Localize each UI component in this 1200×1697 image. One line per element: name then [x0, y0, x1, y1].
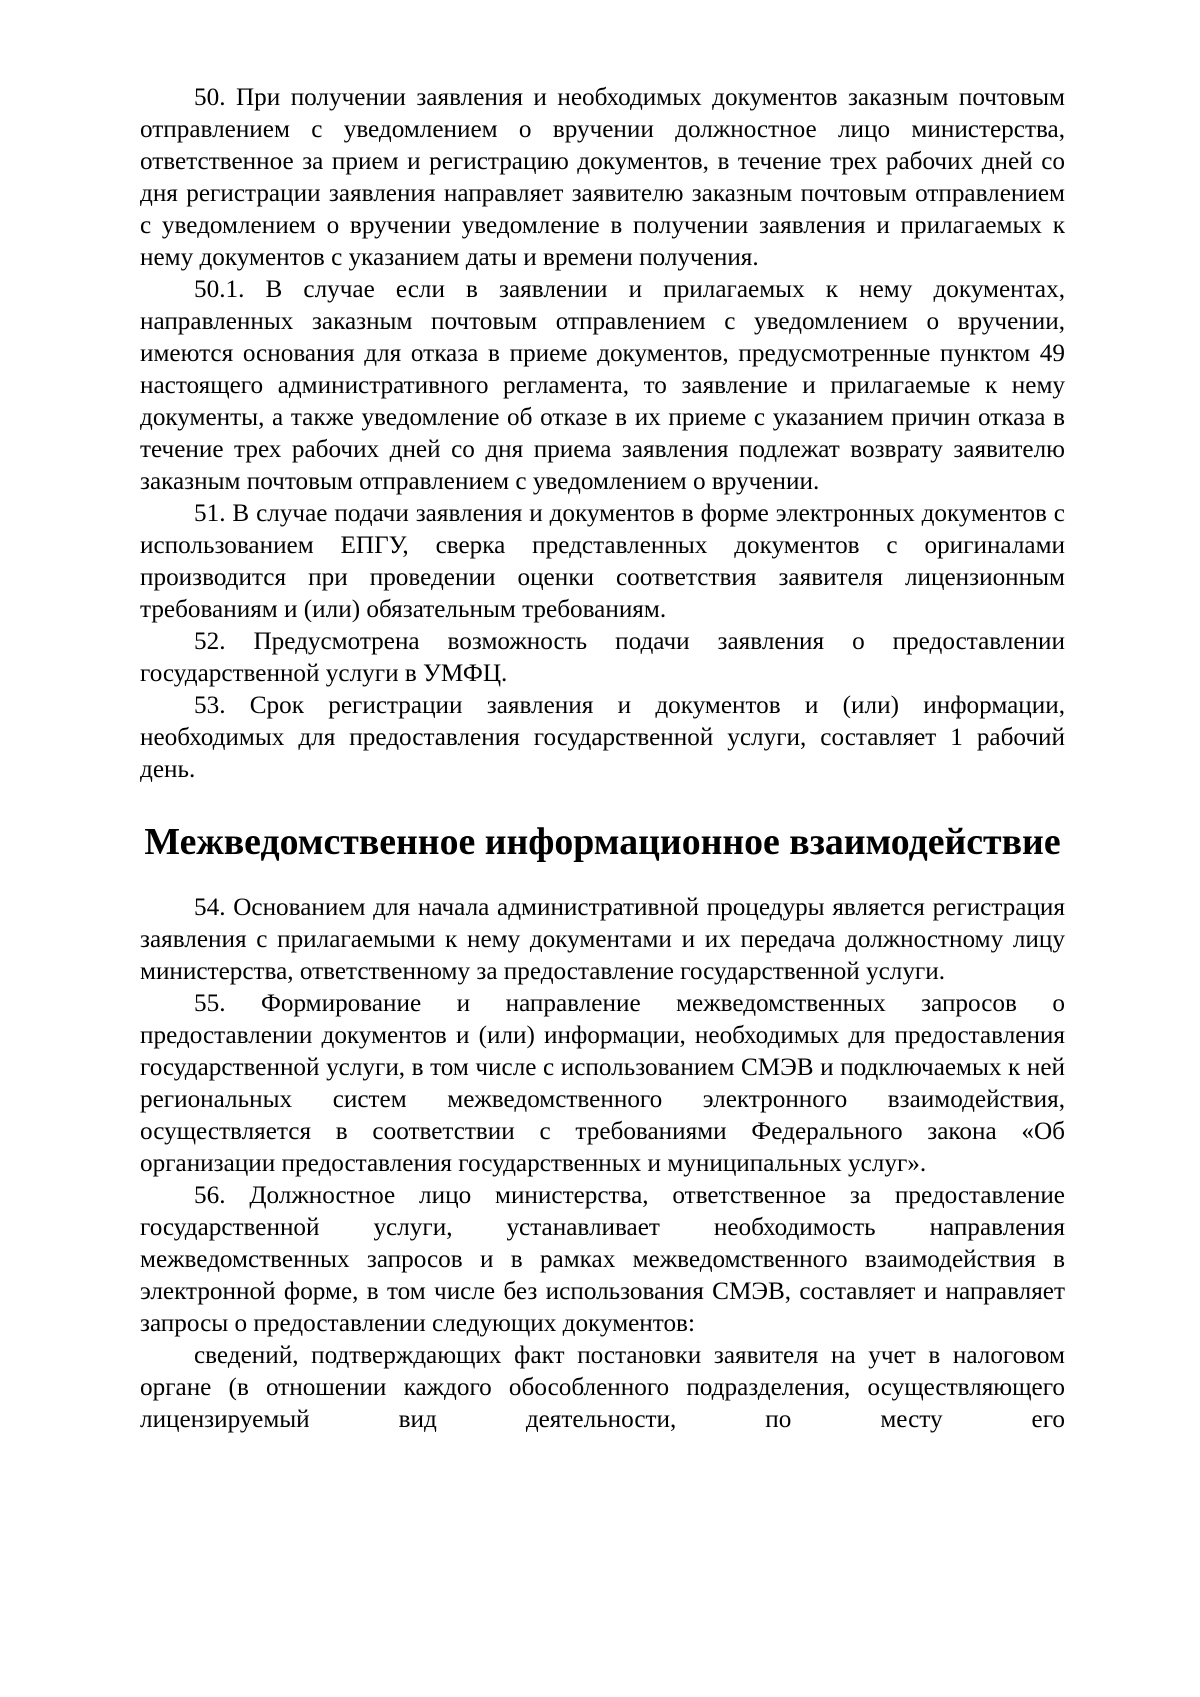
- paragraph-50: 50. При получении заявления и необходимых документов заказным почтовым отправлением с уведомлением о вручении должностное лицо министерства, ответственное за прием и регистрацию документов, в течение трех рабочих дней со дня регистрации заявления направляет заявителю заказным почтовым отправлением с уведомлением о вручении уведомление в получении заявления и прилагаемых к нему документов с указанием даты и времени получения.: [140, 84, 1065, 271]
- paragraph-55: 55. Формирование и направление межведомственных запросов о предоставлении документов и (или) информации, необходимых для предоставления государственной услуги, в том числе с использованием СМЭВ и подключаемых к ней региональных систем межведомственного электронного взаимодействия, осуществляется в соответствии с требованиями Федерального закона «Об организации предоставления государственных и муниципальных услуг».: [140, 990, 1065, 1177]
- paragraph-51: 51. В случае подачи заявления и документов в форме электронных документов с использованием ЕПГУ, сверка представленных документов с оригиналами производится при проведении оценки соответствия заявителя лицензионным требованиям и (или) обязательным требованиям.: [140, 500, 1065, 623]
- section-heading: Межведомственное информационное взаимодействие: [144, 821, 1061, 863]
- paragraph-54: 54. Основанием для начала административной процедуры является регистрация заявления с прилагаемыми к нему документами и их передача должностному лицу министерства, ответственному за предоставление государственной услуги.: [140, 894, 1065, 985]
- document-page: [140, 82, 1065, 1436]
- paragraph-50-1: 50.1. В случае если в заявлении и прилагаемых к нему документах, направленных заказным почтовым отправлением с уведомлением о вручении, имеются основания для отказа в приеме документов, предусмотренные пунктом 49 настоящего административного регламента, то заявление и прилагаемые к нему документы, а также уведомление об отказе в их приеме с указанием причин отказа в течение трех рабочих дней со дня приема заявления подлежат возврату заявителю заказным почтовым отправлением с уведомлением о вручении.: [140, 276, 1065, 495]
- paragraph-56: 56. Должностное лицо министерства, ответственное за предоставление государственной услуги, устанавливает необходимость направления межведомственных запросов и в рамках межведомственного взаимодействия в электронной форме, в том числе без использования СМЭВ, составляет и направляет запросы о предоставлении следующих документов:: [140, 1182, 1065, 1337]
- paragraph-53: 53. Срок регистрации заявления и документов и (или) информации, необходимых для предоставления государственной услуги, составляет 1 рабочий день.: [140, 692, 1065, 783]
- paragraph-list-item-1: сведений, подтверждающих факт постановки заявителя на учет в налоговом органе (в отношении каждого обособленного подразделения, осуществляющего лицензируемый вид деятельности, по месту его: [140, 1342, 1065, 1433]
- paragraph-52: 52. Предусмотрена возможность подачи заявления о предоставлении государственной услуги в УМФЦ.: [140, 628, 1065, 687]
